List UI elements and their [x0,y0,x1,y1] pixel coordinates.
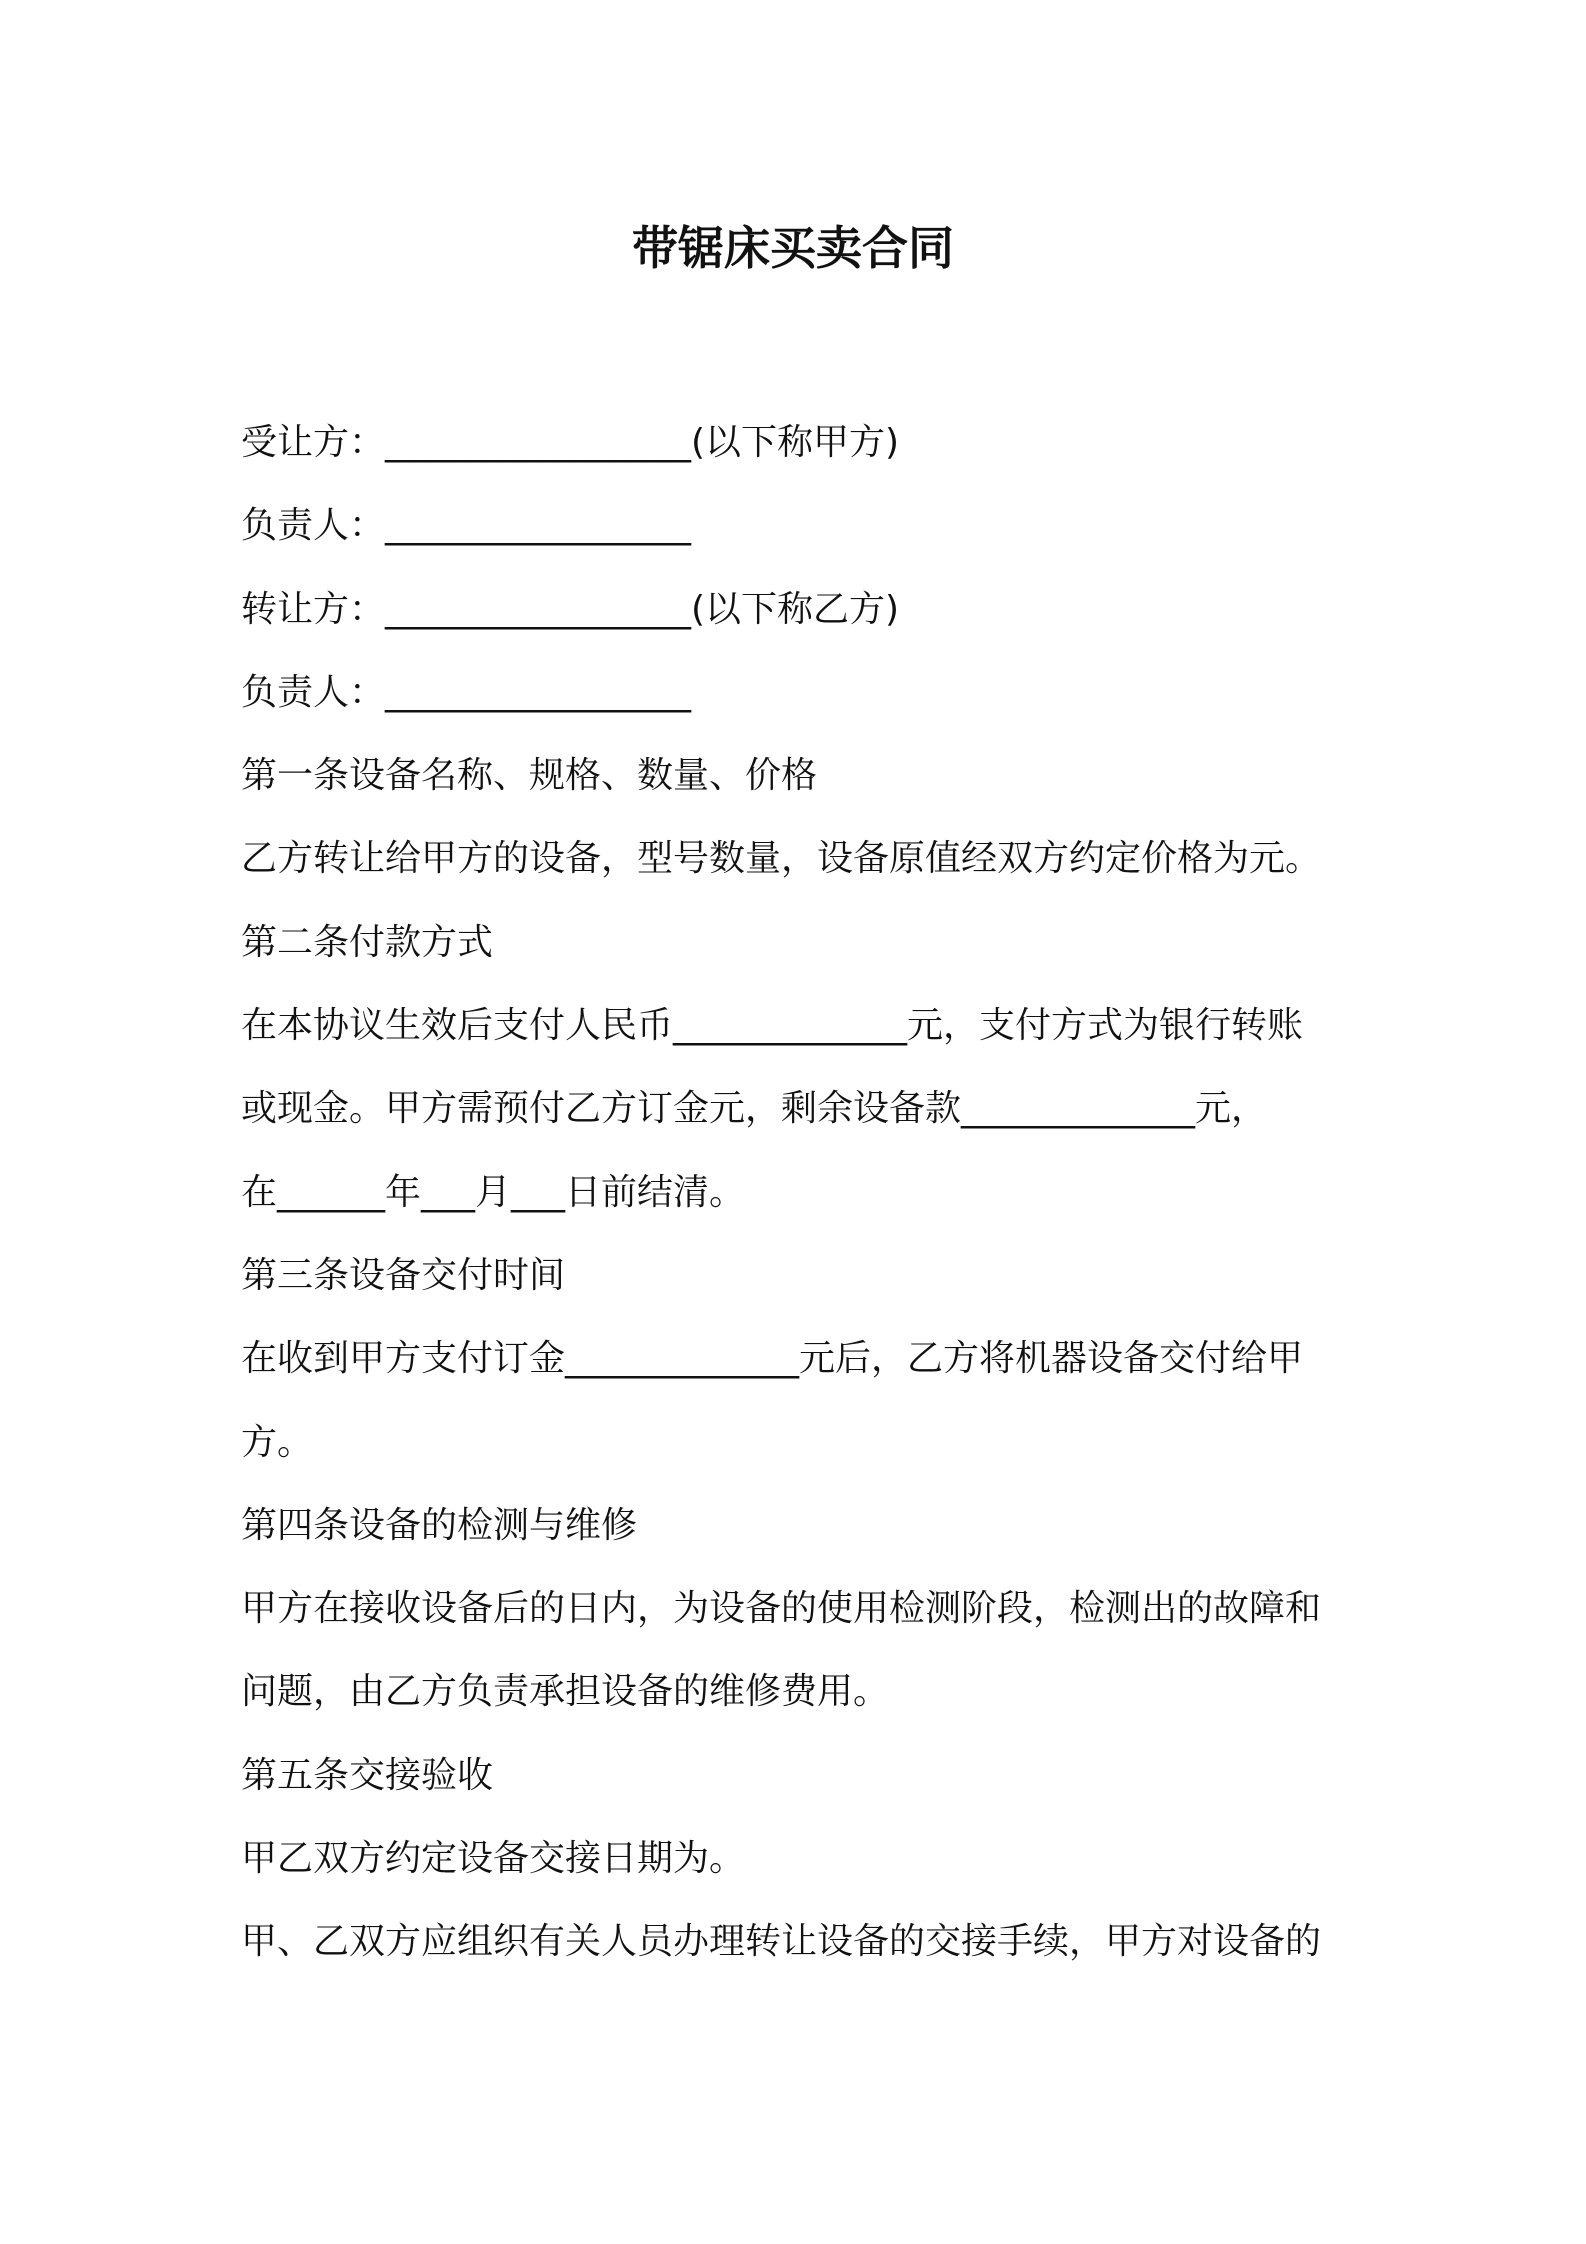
article-1-heading: 第一条设备名称、规格、数量、价格 [241,755,818,797]
article-5-heading: 第五条交接验收 [241,1754,494,1796]
party-a-line: 受让方：_________________(以下称甲方) [241,422,900,463]
party-b-line: 转让方：_________________(以下称乙方) [241,588,900,630]
page-title: 带锯床买卖合同 [632,221,954,275]
article-5-text-line-2: 甲、乙双方应组织有关人员办理转让设备的交接手续，甲方对设备的 [241,1921,1322,1963]
party-b-representative-line: 负责人：_________________ [241,671,692,713]
article-2-text-line-3: 在______年___月___日前结清。 [241,1171,746,1213]
article-3-text-line-2: 方。 [241,1421,314,1463]
article-3-text-line-1: 在收到甲方支付订金_____________元后，乙方将机器设备交付给甲 [241,1338,1304,1380]
article-2-heading: 第二条付款方式 [241,921,494,963]
article-4-text-line-1: 甲方在接收设备后的日内，为设备的使用检测阶段，检测出的故障和 [241,1588,1322,1630]
article-4-text-line-2: 问题，由乙方负责承担设备的维修费用。 [241,1671,890,1713]
article-3-heading: 第三条设备交付时间 [241,1254,566,1296]
contract-body [241,401,1361,1984]
article-4-heading: 第四条设备的检测与维修 [241,1504,638,1546]
article-1-text: 乙方转让给甲方的设备，型号数量，设备原值经双方约定价格为元。 [241,838,1322,880]
party-a-representative-line: 负责人：_________________ [241,505,692,547]
article-2-text-line-2: 或现金。甲方需预付乙方订金元，剩余设备款_____________元， [241,1088,1268,1130]
article-2-text-line-1: 在本协议生效后支付人民币_____________元，支付方式为银行转账 [241,1005,1304,1047]
article-5-text-line-1: 甲乙双方约定设备交接日期为。 [241,1838,746,1880]
